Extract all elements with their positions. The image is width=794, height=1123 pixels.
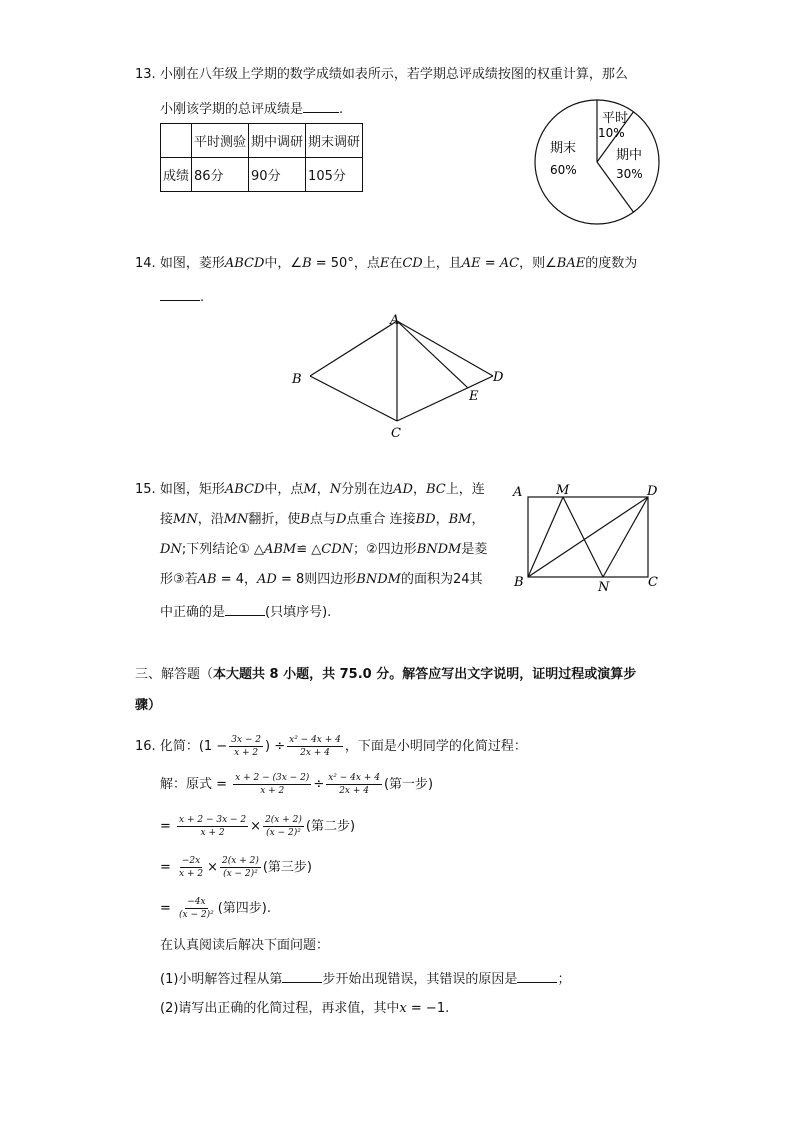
fraction: $\frac{3x - 2}{x + 2}$ xyxy=(231,735,262,758)
answer-blank[interactable] xyxy=(517,970,557,983)
label-b: B xyxy=(514,575,524,590)
label-e: E xyxy=(469,389,479,404)
edge-bc xyxy=(310,376,397,421)
fraction: $\frac{2(x + 2)}{\text{(x − 2)²}}$ xyxy=(222,856,259,879)
fraction: $\frac{\text{x² − 4x + 4}}{2x + 4}$ xyxy=(328,773,380,796)
fraction: $\frac{x + 2 - 3x - 2}{x + 2}$ xyxy=(179,815,247,838)
table-row xyxy=(161,158,363,192)
answer-blank[interactable] xyxy=(225,603,265,616)
q15-line2: 接MN，沿MN翻折，使B点与D点重合 连接BD，BM， xyxy=(160,512,485,527)
q13-line2: 小刚该学期的总评成绩是 . xyxy=(160,102,344,117)
pie-pct-qimo: 60% xyxy=(550,163,577,177)
pie-pct-qizhong: 30% xyxy=(616,167,643,181)
q16-part1: (1)小明解答过程从第 步开始出现错误，其错误的原因是 ； xyxy=(160,972,571,987)
table-cell: 105分 xyxy=(306,158,363,192)
q14-line2: . xyxy=(160,288,204,307)
fraction: $\frac{-2x}{x + 2}$ xyxy=(179,856,204,879)
segment-nd xyxy=(603,497,648,577)
label-a: A xyxy=(513,485,523,500)
table-header-row xyxy=(161,124,363,158)
fraction: $\frac{2(x + 2)}{\text{(x − 2)²}}$ xyxy=(265,815,302,838)
label-a: A xyxy=(390,313,400,328)
edge-ad xyxy=(397,321,493,376)
q15-number: 15. xyxy=(135,482,156,497)
q15-line4: 形③若AB = 4，AD = 8则四边形BNDM的面积为24其 xyxy=(160,572,483,587)
q16-solution-line3: = $\frac{-2x}{x + 2}$ × $\frac{2(x + 2)}{\text{(x − 2)²}}$ (第三步) xyxy=(160,856,312,879)
pie-label-qimo: 期末 xyxy=(550,141,577,156)
q14-line1: 14. 如图，菱形ABCD中，∠B = 50°，点E在CD上，且AE = AC，则∠BAE的度数为 xyxy=(135,256,638,271)
label-b: B xyxy=(292,372,302,387)
table-cell: 平时测验 xyxy=(192,124,249,158)
table-cell: 成绩 xyxy=(161,158,192,192)
answer-blank[interactable] xyxy=(282,970,322,983)
label-m: M xyxy=(556,483,570,498)
rhombus-figure xyxy=(285,310,515,442)
q16-line1: 16. 化简：(1 − $\frac{3x - 2}{x + 2}$ ) ÷ $\frac{\text{x² − 4x + 4}}{2x + 4}$ ，下面是小明同学的化简过程： xyxy=(135,735,527,758)
table-cell: 86分 xyxy=(192,158,249,192)
q16-read-instruction: 在认真阅读后解决下面问题： xyxy=(160,938,330,953)
segment-ae xyxy=(397,321,468,388)
answer-blank[interactable] xyxy=(303,100,339,113)
weight-pie-chart xyxy=(530,95,670,231)
table-cell: 期中调研 xyxy=(249,124,306,158)
label-d: D xyxy=(647,484,658,499)
edge-cd xyxy=(397,376,493,421)
label-n: N xyxy=(598,580,610,595)
edge-ab xyxy=(310,321,397,376)
section3-heading: 三、解答题（本大题共 8 小题，共 75.0 分。解答应写出文字说明，证明过程或演算步 xyxy=(135,667,637,682)
q16-number: 16. xyxy=(135,739,156,754)
fraction: $\frac{x + 2 - (3x - 2)}{x + 2}$ xyxy=(235,773,310,796)
fraction: $\frac{-4x}{\text{(x − 2)²}}$ xyxy=(179,897,214,920)
section3-heading-cont: 骤） xyxy=(135,698,162,713)
label-c: C xyxy=(648,575,658,590)
q16-solution-line2: = $\frac{x + 2 - 3x - 2}{x + 2}$ × $\frac{2(x + 2)}{\text{(x − 2)²}}$ (第二步) xyxy=(160,815,356,838)
label-d: D xyxy=(493,370,504,385)
rectangle-figure xyxy=(508,478,668,596)
table-cell: 90分 xyxy=(249,158,306,192)
answer-blank[interactable] xyxy=(160,288,200,301)
pie-pct-pingshi: 10% xyxy=(598,126,625,140)
q14-number: 14. xyxy=(135,256,156,271)
table-cell: 期末调研 xyxy=(306,124,363,158)
q13-number: 13. xyxy=(135,67,156,82)
pie-label-pingshi: 平时 xyxy=(602,111,629,126)
fraction: $\frac{\text{x² − 4x + 4}}{2x + 4}$ xyxy=(289,735,341,758)
q15-line5: 中正确的是 (只填序号). xyxy=(160,605,332,620)
q16-solution-line4: = $\frac{-4x}{\text{(x − 2)²}}$ (第四步). xyxy=(160,897,272,920)
q13-line1: 13. 小刚在八年级上学期的数学成绩如表所示，若学期总评成绩按图的权重计算，那么 xyxy=(135,67,628,82)
segment-mn xyxy=(563,497,603,577)
q15-line3: DN;下列结论① △ABM≌ △CDN；②四边形BNDM是菱 xyxy=(160,542,488,557)
q15-line1: 15. 如图，矩形ABCD中，点M，N分别在边AD，BC上，连 xyxy=(135,482,485,497)
pie-label-qizhong: 期中 xyxy=(616,148,643,163)
score-table xyxy=(160,123,363,192)
q16-part2: (2)请写出正确的化简过程，再求值，其中x = −1. xyxy=(160,1001,450,1016)
label-c: C xyxy=(391,426,401,441)
table-cell xyxy=(161,124,192,158)
q16-solution-line1: 解：原式 = $\frac{x + 2 - (3x - 2)}{x + 2}$ ÷ $\frac{\text{x² − 4x + 4}}{2x + 4}$ (第一步) xyxy=(160,773,434,796)
